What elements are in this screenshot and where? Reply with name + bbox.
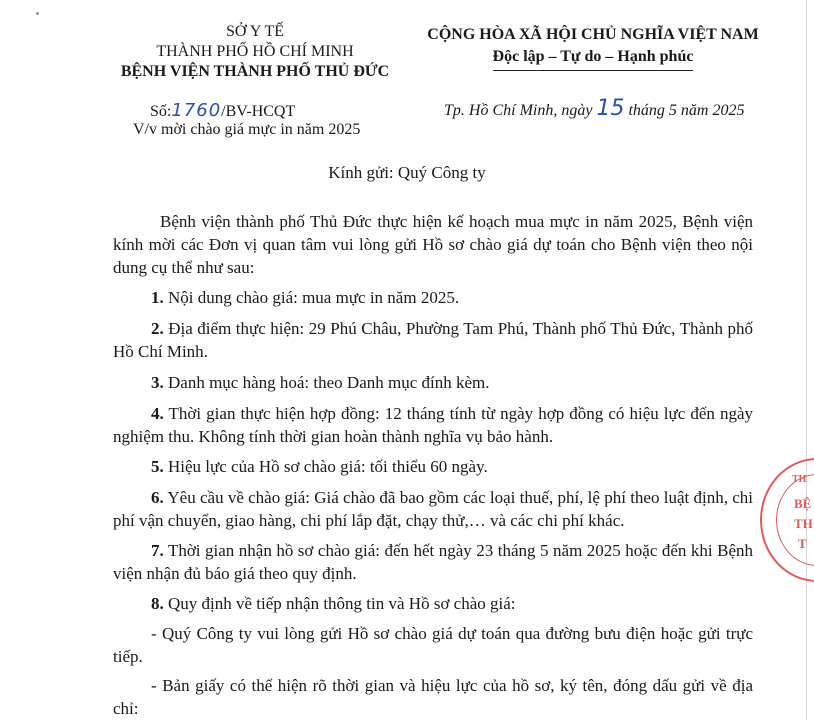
document-subject: V/v mời chào giá mực in năm 2025 [133, 121, 361, 138]
seal-text: TH [794, 516, 813, 531]
item-text: Địa điểm thực hiện: 29 Phú Châu, Phường Tam Phú, Thành phố Thủ Đức, Thành phố Hồ Chí Minh. [113, 319, 754, 361]
seal-text: T [798, 536, 807, 551]
item-text: Yêu cầu về chào giá: Giá chào đã bao gồm các loại thuế, phí, lệ phí theo luật định, chi phí vận chuyển, giao hàng, chi phí lắp đặt, chạy thử,… và các chi phí khác. [113, 488, 753, 530]
national-motto: Độc lập – Tự do – Hạnh phúc [493, 46, 694, 71]
official-seal [760, 458, 814, 582]
item-text: Danh mục hàng hoá: theo Danh mục đính kèm. [168, 373, 490, 392]
handwritten-number: 1760 [171, 100, 222, 121]
issuer-hospital: BỆNH VIỆN THÀNH PHỐ THỦ ĐỨC [120, 63, 390, 80]
item-number: 4. [151, 404, 164, 423]
list-item [113, 371, 753, 394]
date-line [444, 96, 744, 121]
list-item [113, 539, 753, 585]
list-item [113, 317, 753, 363]
national-title: CỘNG HÒA XÃ HỘI CHỦ NGHĨA VIỆT NAM [427, 26, 759, 43]
sub-list-item: - Bản giấy có thể hiện rõ thời gian và hiệu lực của hồ sơ, ký tên, đóng dấu gửi về địa chỉ: [113, 676, 753, 718]
item-text: Quy định về tiếp nhận thông tin và Hồ sơ chào giá: [168, 594, 516, 613]
item-number: 3. [151, 373, 164, 392]
scan-speck [36, 12, 39, 15]
item-text: Thời gian thực hiện hợp đồng: 12 tháng tính từ ngày hợp đồng có hiệu lực đến ngày nghiệm thu. Không tính thời gian hoàn thành nghĩa vụ bảo hành. [113, 404, 753, 446]
list-item [113, 592, 753, 615]
item-text: Hiệu lực của Hồ sơ chào giá: tối thiểu 60 ngày. [168, 457, 488, 476]
date-prefix: Tp. Hồ Chí Minh, ngày [444, 102, 593, 119]
list-item [113, 402, 753, 448]
sub-list-item: - Quý Công ty vui lòng gửi Hồ sơ chào giá dự toán qua đường bưu điện hoặc gửi trực tiếp. [113, 624, 753, 666]
list-item [113, 486, 753, 532]
number-prefix: Số: [150, 103, 172, 120]
issuer-city: THÀNH PHỐ HỒ CHÍ MINH [156, 43, 354, 60]
page-edge-line [806, 0, 807, 720]
item-number: 6. [151, 488, 164, 507]
national-header [412, 24, 774, 71]
seal-text: BỆ [794, 496, 812, 511]
salutation: Kính gửi: Quý Công ty [328, 163, 486, 182]
item-text: Nội dung chào giá: mua mực in năm 2025. [168, 288, 460, 307]
intro-paragraph: Bệnh viện thành phố Thủ Đức thực hiện kế hoạch mua mực in năm 2025, Bệnh viện kính mời các Đơn vị quan tâm vui lòng gửi Hồ sơ chào giá dự toán cho Bệnh viện theo nội dung cụ thể như sau: [113, 212, 753, 277]
number-suffix: /BV-HCQT [221, 103, 296, 120]
document-number [150, 100, 295, 121]
list-item [113, 455, 753, 478]
handwritten-day: 15 [596, 96, 625, 121]
item-number: 2. [151, 319, 164, 338]
date-suffix: tháng 5 năm 2025 [628, 102, 745, 119]
item-number: 1. [151, 288, 164, 307]
item-number: 8. [151, 594, 164, 613]
list-item [113, 286, 753, 309]
issuer-block [100, 22, 410, 82]
item-text: Thời gian nhận hồ sơ chào giá: đến hết ngày 23 tháng 5 năm 2025 hoặc đến khi Bệnh viện nhận đủ báo giá theo quy định. [113, 541, 753, 583]
seal-text: TH [792, 474, 807, 485]
item-number: 5. [151, 457, 164, 476]
item-number: 7. [151, 541, 164, 560]
issuer-department: SỞ Y TẾ [225, 23, 285, 40]
